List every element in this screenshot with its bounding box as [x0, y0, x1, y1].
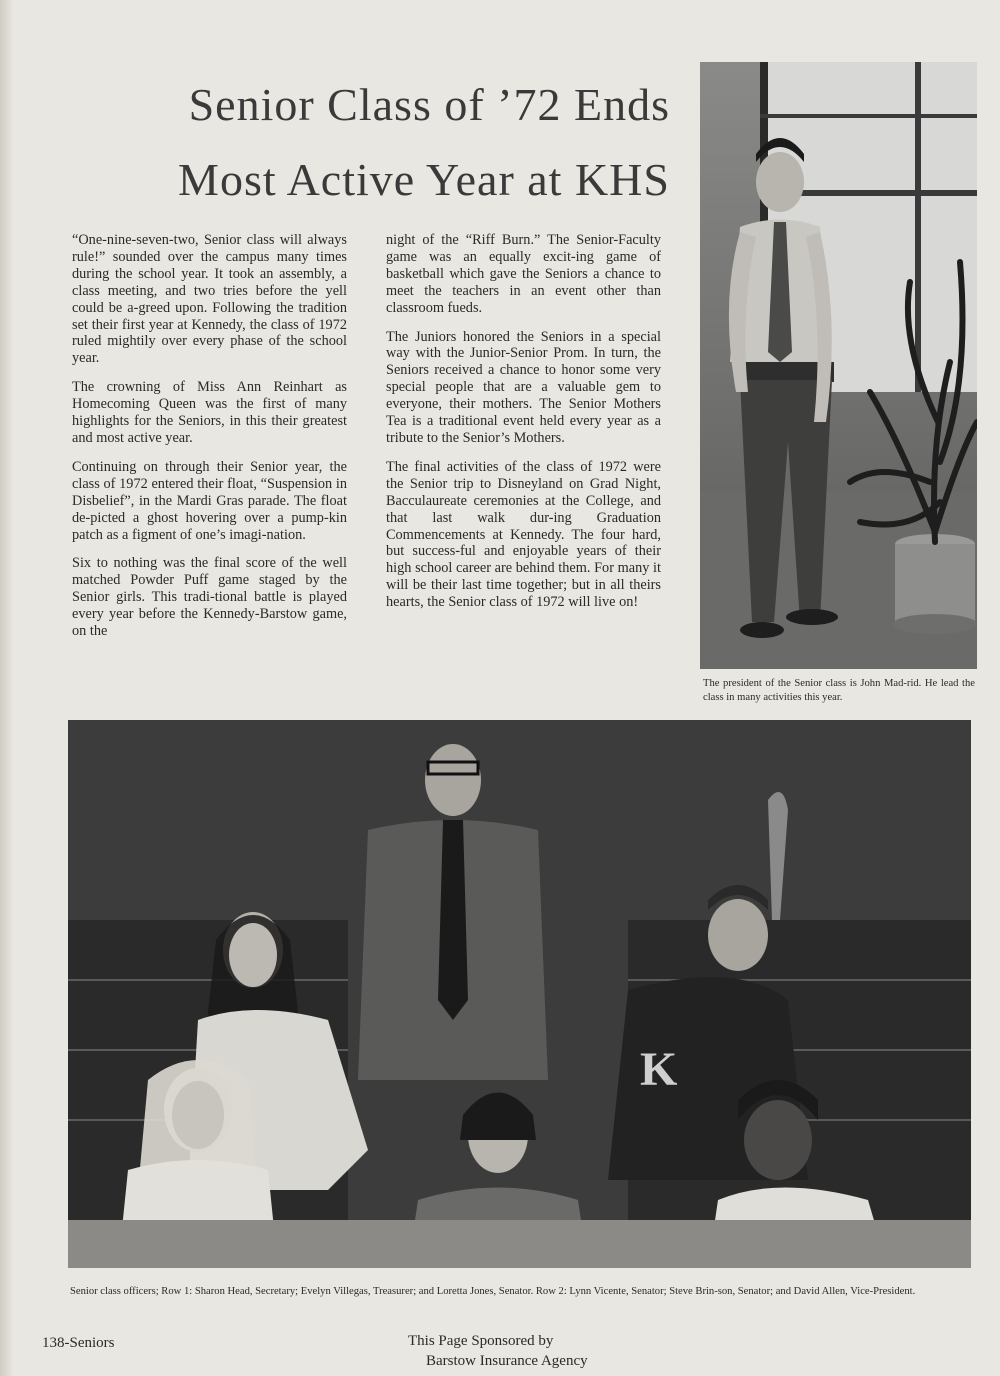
article-column-2: [386, 232, 661, 623]
paragraph: Six to nothing was the final score of the well matched Powder Puff game staged by the Senior girls. This tradi-tional battle is played every year before the Kennedy-Barstow game, on the: [72, 555, 347, 640]
page-folio: 138-Seniors: [42, 1335, 115, 1351]
sponsor-line-2: Barstow Insurance Agency: [426, 1353, 588, 1369]
page-edge: [0, 0, 14, 1376]
sponsor-credit: [408, 1331, 588, 1371]
paragraph: The Juniors honored the Seniors in a special way with the Junior-Senior Prom. In turn, the Seniors received a chance to honor some very special people that are a valuable gem to everyone, their mothers. The Senior Mothers Tea is a traditional event held every year as a tribute to the Senior’s Mothers.: [386, 328, 661, 446]
sponsor-line-1: This Page Sponsored by: [408, 1333, 554, 1349]
paragraph: Continuing on through their Senior year, the class of 1972 entered their float, “Suspension in Disbelief”, in the Mardi Gras parade. The float de-picted a ghost hovering over a pump-kin patch as a figment of one’s imagi-nation.: [72, 458, 347, 543]
officers-photo: [68, 720, 971, 1268]
paragraph: night of the “Riff Burn.” The Senior-Faculty game was an equally excit-ing game of basketball which gave the Seniors a chance to meet the teachers in an event other than classroom fueds.: [386, 232, 661, 316]
paragraph: The crowning of Miss Ann Reinhart as Homecoming Queen was the first of many highlights for the Seniors, in this their greatest and most active year.: [72, 379, 347, 446]
article-column-1: [72, 232, 347, 652]
president-photo-caption: The president of the Senior class is John Mad-rid. He lead the class in many activities this year.: [703, 678, 975, 703]
officers-photo-caption: Senior class officers; Row 1: Sharon Head, Secretary; Evelyn Villegas, Treasurer; and Loretta Jones, Senator. Row 2: Lynn Vicente, Senator; Steve Brin-son, Senator; and David Allen, Vice-President.: [70, 1286, 916, 1297]
paragraph: “One-nine-seven-two, Senior class will always rule!” sounded over the campus many times during the school year. It took an assembly, a class meeting, and two tries before the yell could be a-greed upon. Following the tradition set their first year at Kennedy, the class of 1972 ruled mightily over every phase of the school year.: [72, 232, 347, 367]
president-photo: [700, 62, 977, 669]
paragraph: The final activities of the class of 1972 were the Senior trip to Disneyland on Grad Night, Bacculaureate ceremonies at the College, and that last walk dur-ing Graduation Commencements at Kennedy. The four hard, but success-ful and enjoyable years of their high school career are behind them. For many it will be their last time together; but in all theirs hearts, the Senior class of 1972 will live on!: [386, 458, 661, 611]
headline-line-1: Senior Class of ’72 Ends: [188, 79, 670, 130]
headline-line-2: Most Active Year at KHS: [178, 154, 670, 205]
president-photo-image: [700, 62, 977, 669]
officers-photo-image: [68, 720, 971, 1268]
letterman-letter: K: [640, 1043, 678, 1096]
